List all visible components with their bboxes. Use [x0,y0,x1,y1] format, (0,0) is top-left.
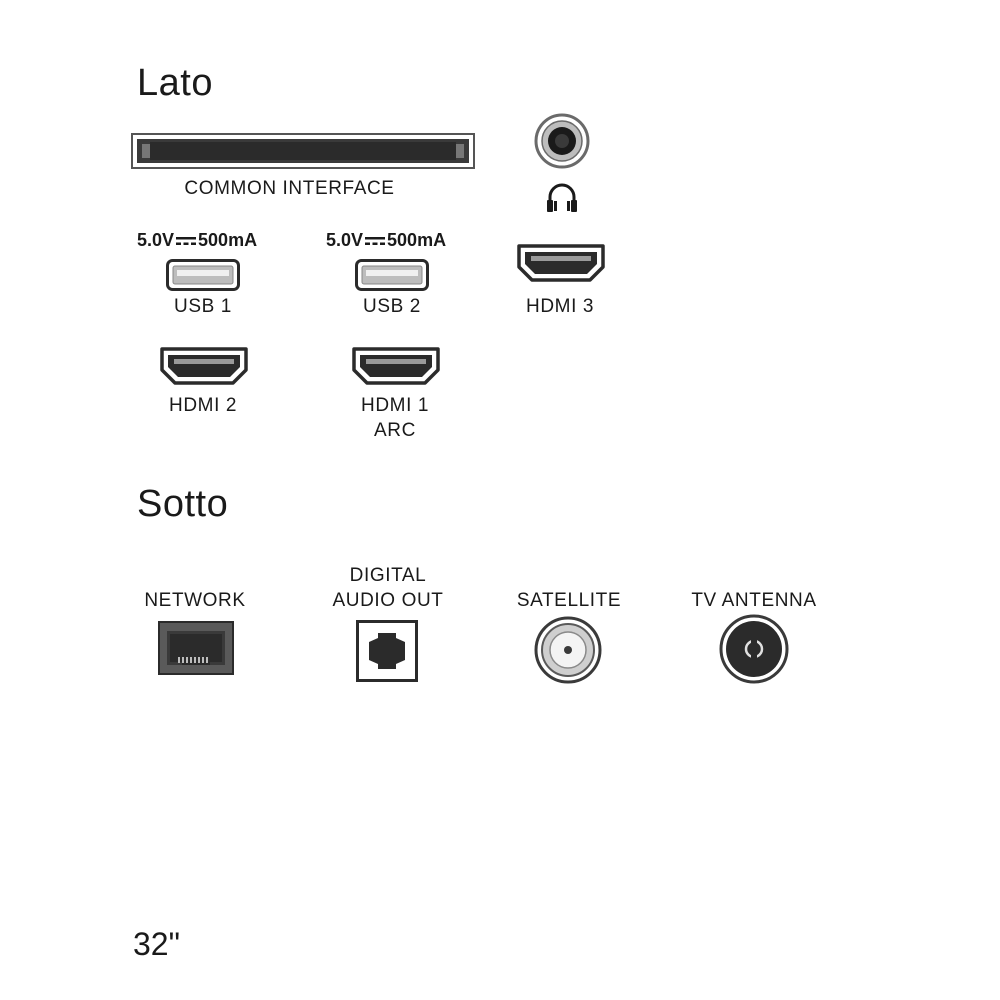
hdmi3-port-icon [516,243,606,283]
optical-port-icon [356,620,418,682]
usb2-port-icon [355,259,429,291]
ci-slot-icon [131,133,475,169]
antenna-port-icon [719,614,789,684]
hdmi2-label: HDMI 2 [169,395,237,416]
usb2-spec-current: 500mA [387,230,447,250]
ethernet-port-icon [158,621,234,675]
hdmi1-label-line2: ARC [374,420,416,441]
section-title-bottom: Sotto [137,483,229,525]
model-size-label: 32" [133,926,180,962]
usb1-port-icon [166,259,240,291]
usb1-spec-voltage: 5.0V [137,230,175,250]
digital-audio-label-line1: DIGITAL [349,565,427,586]
digital-audio-label-line2: AUDIO OUT [332,590,444,611]
hdmi2-port-icon [159,346,249,386]
dc-symbol-icon [175,235,197,247]
usb2-spec-voltage: 5.0V [326,230,364,250]
hdmi1-port-icon [351,346,441,386]
tv-antenna-label: TV ANTENNA [691,590,817,611]
audio-jack-icon [534,113,590,169]
usb1-spec [137,230,257,251]
dc-symbol-icon [364,235,386,247]
usb2-label: USB 2 [363,296,421,317]
hdmi3-label: HDMI 3 [526,296,594,317]
network-label: NETWORK [144,590,246,611]
section-title-side: Lato [137,62,213,104]
usb1-label: USB 1 [174,296,232,317]
usb2-spec [326,230,446,251]
headphone-icon [544,180,580,216]
satellite-label: SATELLITE [516,590,622,611]
usb1-spec-current: 500mA [198,230,258,250]
hdmi1-label-line1: HDMI 1 [361,395,429,416]
common-interface-label: COMMON INTERFACE [184,178,395,199]
satellite-port-icon [534,616,602,684]
